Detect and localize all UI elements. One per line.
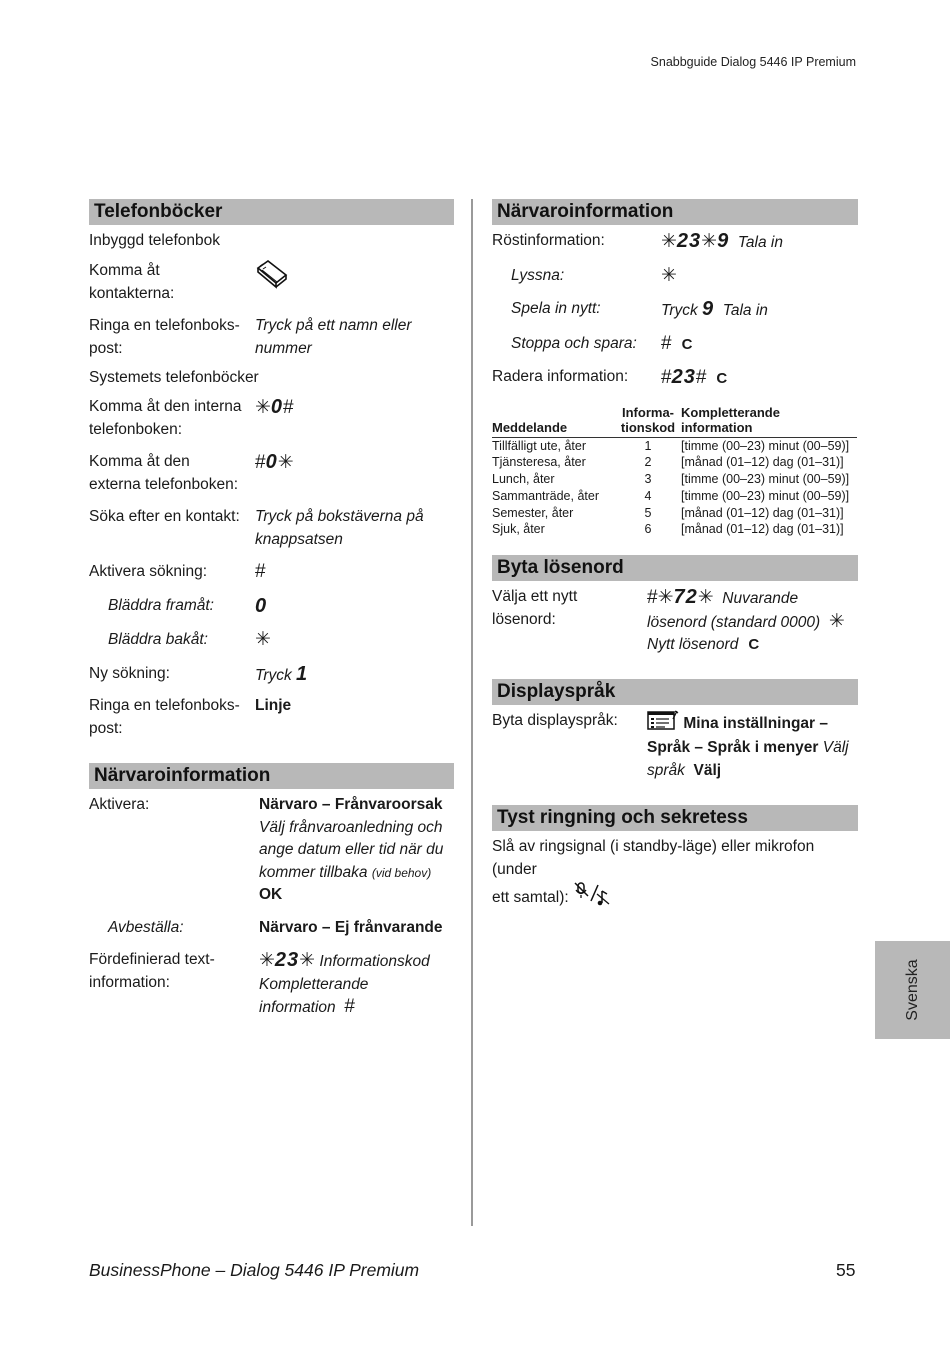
column-header-line: Informa- — [622, 404, 674, 420]
label: Bläddra framåt: — [108, 596, 214, 614]
value: Linje — [255, 697, 292, 714]
row-extern — [89, 451, 454, 496]
hash-key: # — [255, 561, 266, 582]
table-header-row — [492, 405, 857, 438]
table-cell-code: 6 — [644, 522, 652, 537]
star-key: ✳ — [299, 950, 316, 971]
column-divider — [471, 199, 473, 1226]
value: Närvaro – Frånvaroorsak — [259, 796, 443, 813]
hash-key: # — [255, 452, 266, 473]
side-tab-label: Svenska — [903, 959, 921, 1021]
row-intern — [89, 396, 454, 441]
value: språk — [647, 761, 685, 779]
key-1: 1 — [296, 662, 309, 685]
key-0: 0 — [270, 396, 284, 418]
table-row — [492, 437, 857, 454]
row-ringa-post-2 — [89, 695, 454, 740]
table-cell-info: [timme (00–23) minut (00–59)] — [681, 438, 850, 453]
value: Mina inställningar – — [683, 714, 829, 732]
table-row — [492, 454, 857, 471]
table-cell-code: 1 — [644, 438, 652, 453]
value: Välj frånvaroanledning och — [259, 818, 443, 836]
label: information: — [89, 973, 170, 991]
table-cell-code: 4 — [644, 488, 652, 503]
table-row — [492, 471, 857, 488]
row-bladdra-framat — [89, 595, 454, 620]
key-23: 23 — [676, 230, 702, 252]
table-body — [492, 437, 857, 538]
absence-code-table — [492, 405, 857, 539]
star-key: ✳ — [259, 950, 275, 971]
subhead-systemets: Systemets telefonböcker — [89, 369, 259, 386]
row-spela-in — [492, 298, 858, 323]
section-title-tyst: Tyst ringning och sekretess — [492, 805, 858, 831]
row-ringa-post — [89, 315, 454, 360]
label: Fördefinierad text- — [89, 951, 215, 968]
hash-key: # — [661, 367, 672, 388]
star-key: ✳ — [255, 629, 271, 650]
table-row — [492, 521, 857, 538]
value: Tala in — [737, 234, 783, 251]
language-side-tab — [875, 941, 950, 1039]
label: Avbeställa: — [108, 918, 184, 936]
label: Radera information: — [492, 368, 629, 385]
table-cell-msg: Tjänsteresa, åter — [492, 455, 586, 470]
hash-key: # — [344, 996, 355, 1017]
tyst-description — [492, 836, 858, 915]
subhead-inbyggd: Inbyggd telefonbok — [89, 232, 220, 249]
column-header: Meddelande — [492, 405, 615, 438]
table-row — [492, 488, 857, 505]
row-rostinformation — [492, 230, 858, 255]
hash-key: # — [283, 397, 294, 418]
column-header-line: information — [681, 419, 753, 435]
value: Tryck på ett namn eller — [255, 317, 412, 334]
value: Välj — [693, 761, 722, 779]
label: Ringa en telefonboks- — [89, 697, 240, 714]
star-key: ✳ — [277, 452, 294, 473]
label: Byta displayspråk: — [492, 711, 618, 729]
column-header — [681, 405, 857, 438]
table-cell-info: [månad (01–12) dag (01–31)] — [681, 505, 844, 520]
value: ange datum eller tid när du — [259, 841, 444, 858]
table-cell-msg: Semester, åter — [492, 505, 574, 520]
value: Informationskod — [319, 953, 430, 970]
star-key: ✳ — [701, 231, 718, 252]
hash-key: # — [661, 332, 672, 354]
label: Röstinformation: — [492, 232, 605, 249]
label: Aktivera sökning: — [89, 563, 208, 580]
section-title-losenord: Byta lösenord — [492, 555, 858, 581]
label: kontakterna: — [89, 284, 175, 302]
value: Kompletterande — [259, 975, 369, 993]
row-radera — [492, 366, 858, 391]
key-72: 72 — [673, 586, 698, 609]
label: Spela in nytt: — [511, 300, 601, 317]
key-23: 23 — [671, 366, 696, 388]
label: telefonboken: — [89, 420, 183, 438]
value: knappsatsen — [255, 530, 343, 548]
key-9: 9 — [717, 230, 730, 252]
row-komma-at — [89, 260, 454, 305]
row-stoppa — [492, 333, 858, 357]
table-cell-info: [månad (01–12) dag (01–31)] — [681, 522, 844, 537]
clear-key: C — [681, 335, 693, 353]
star-key: ✳ — [828, 610, 845, 632]
right-column — [492, 199, 858, 915]
footer-title: BusinessPhone – Dialog 5446 IP Premium — [89, 1260, 420, 1280]
value: information — [259, 999, 336, 1016]
phonebook-icon — [255, 260, 454, 305]
section-title-telefonbocker: Telefonböcker — [89, 199, 454, 225]
table-cell-msg: Lunch, åter — [492, 472, 555, 487]
label: post: — [89, 339, 123, 357]
section-title-narvaro-right: Närvaroinformation — [492, 199, 858, 225]
hash-key: # — [695, 367, 707, 388]
section-title-displaysprak: Displayspråk — [492, 679, 858, 705]
value: nummer — [255, 339, 312, 357]
section-title-narvaro-left: Närvaroinformation — [89, 763, 454, 789]
key-0: 0 — [255, 594, 268, 617]
label: Aktivera: — [89, 796, 150, 813]
left-column — [89, 199, 454, 1020]
column-header-line: Kompletterande — [681, 404, 780, 420]
label: Komma åt — [89, 262, 160, 279]
value: Nuvarande — [722, 590, 799, 608]
value: Språk – Språk i menyer — [647, 739, 819, 757]
row-losenord — [492, 586, 858, 657]
mute-microphone-ringer-icon — [573, 881, 613, 915]
value: Tryck — [255, 666, 292, 684]
value: OK — [259, 886, 283, 903]
table-cell-msg: Tillfälligt ute, åter — [492, 438, 587, 453]
label: lösenord: — [492, 610, 556, 628]
clear-key: C — [748, 636, 760, 654]
label: Välja ett nytt — [492, 588, 578, 606]
value: Tryck på bokstäverna på — [255, 508, 424, 525]
table-row — [492, 505, 857, 522]
value: Tryck — [661, 302, 698, 319]
table-cell-info: [timme (00–23) minut (00–59)] — [681, 488, 850, 503]
star-key: ✳ — [697, 587, 714, 609]
row-aktivera-sokning — [89, 561, 454, 585]
star-key: ✳ — [657, 587, 674, 609]
table-cell-info: [månad (01–12) dag (01–31)] — [681, 455, 844, 470]
column-header — [615, 405, 681, 438]
table-cell-code: 5 — [644, 505, 652, 520]
label: Ny sökning: — [89, 664, 170, 682]
star-key: ✳ — [661, 231, 677, 252]
key-23: 23 — [274, 949, 300, 971]
label: externa telefonboken: — [89, 475, 239, 493]
table-cell-code: 2 — [644, 455, 652, 470]
value: (vid behov) — [371, 865, 432, 880]
text-line: ett samtal): — [492, 889, 569, 907]
row-soka — [89, 506, 454, 551]
label: Stoppa och spara: — [511, 334, 637, 352]
label: Söka efter en kontakt: — [89, 508, 240, 525]
value: kommer tillbaka — [259, 863, 368, 881]
label: Komma åt den — [89, 453, 190, 470]
settings-menu-icon — [647, 710, 679, 738]
star-key: ✳ — [661, 264, 677, 286]
hash-key: # — [647, 587, 658, 609]
page-number: 55 — [836, 1260, 856, 1280]
key-9: 9 — [702, 298, 715, 320]
value: lösenord (standard 0000) — [647, 613, 821, 631]
row-lyssna — [492, 265, 858, 289]
row-aktivera — [89, 794, 454, 907]
row-displaysprak — [492, 710, 858, 783]
table-cell-msg: Sjuk, åter — [492, 522, 545, 537]
column-header-line: tionskod — [620, 419, 676, 435]
row-ny-sokning — [89, 663, 454, 688]
star-key: ✳ — [255, 397, 271, 418]
running-header: Snabbguide Dialog 5446 IP Premium — [650, 55, 856, 69]
value: Välj — [822, 739, 849, 757]
row-bladdra-bakat — [89, 629, 454, 653]
table-cell-msg: Sammanträde, åter — [492, 488, 599, 503]
value: Tala in — [722, 302, 768, 319]
row-fordefinierad — [89, 949, 454, 1020]
key-0: 0 — [265, 451, 278, 473]
label: Lyssna: — [511, 266, 565, 284]
label: Bläddra bakåt: — [108, 631, 208, 648]
label: post: — [89, 719, 123, 737]
value: Nytt lösenord — [647, 636, 739, 654]
row-avbestalla — [89, 917, 454, 940]
text-line: Slå av ringsignal (i standby-läge) eller mikrofon (under — [492, 838, 815, 878]
label: Komma åt den interna — [89, 398, 242, 415]
value: Närvaro – Ej frånvarande — [259, 918, 443, 936]
table-cell-code: 3 — [644, 472, 652, 487]
table-cell-info: [timme (00–23) minut (00–59)] — [681, 472, 850, 487]
label: Ringa en telefonboks- — [89, 317, 240, 334]
clear-key: C — [716, 370, 728, 387]
